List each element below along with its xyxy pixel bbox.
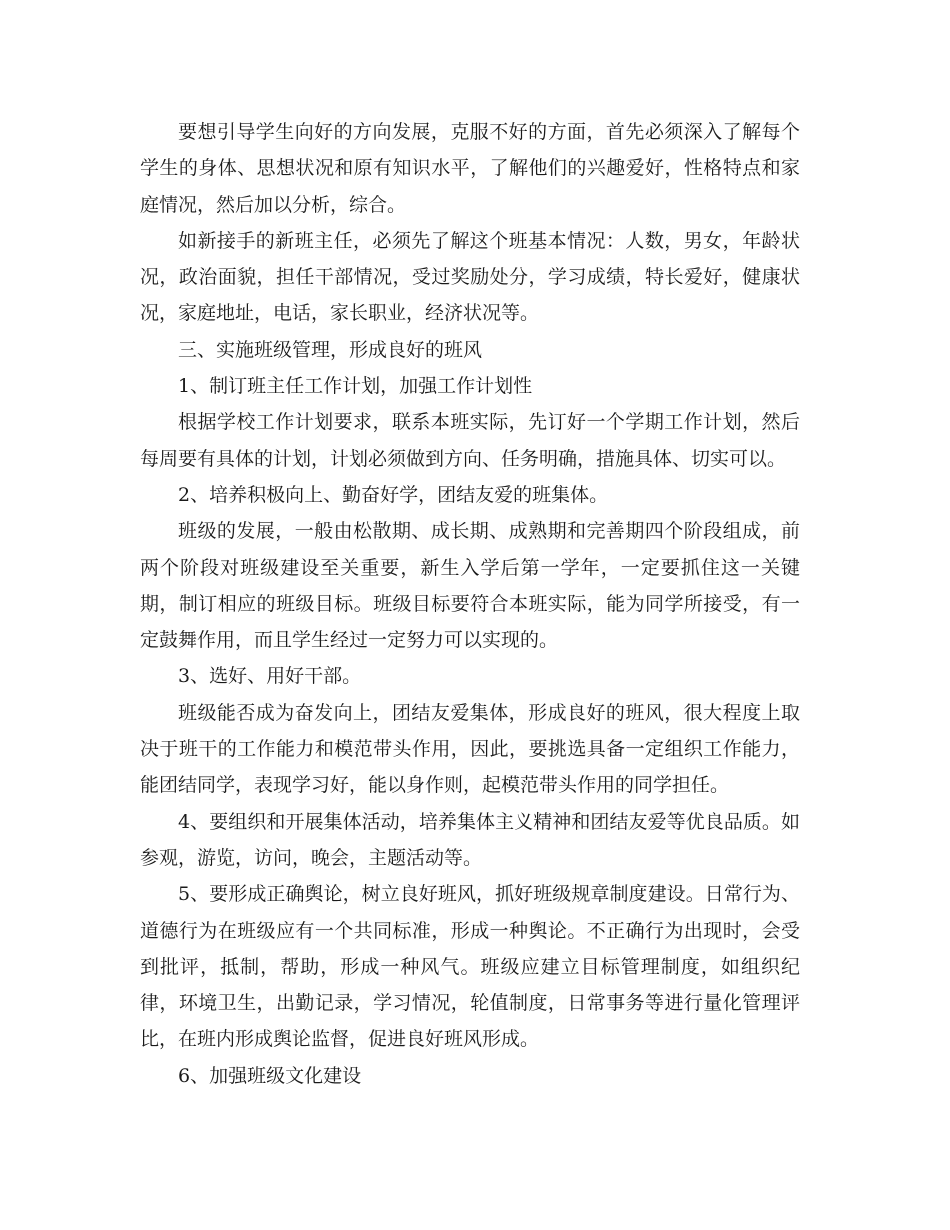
paragraph-new-class-teacher: 如新接手的新班主任，必须先了解这个班基本情况：人数，男女，年龄状况，政治面貌，担任干部情况，受过奖励处分，学习成绩，特长爱好，健康状况，家庭地址，电话，家长职业，经济状况等。 (140, 229, 800, 325)
subheading-class-culture: 6、加强班级文化建设 (178, 1064, 362, 1087)
document-body (140, 114, 800, 1094)
subheading-class-collective: 2、培养积极向上、勤奋好学，团结友爱的班集体。 (178, 483, 609, 506)
section-heading-class-management: 三、实施班级管理，形成良好的班风 (178, 338, 483, 361)
paragraph-select-cadres: 班级能否成为奋发向上，团结友爱集体，形成良好的班风，很大程度上取决于班干的工作能力和模范带头作用，因此，要挑选具备一定组织工作能力，能团结同学，表现学习好，能以身作则，起模范带头作用的同学担任。 (140, 701, 800, 797)
paragraph-public-opinion: 5、要形成正确舆论，树立良好班风，抓好班级规章制度建设。日常行为、道德行为在班级应有一个共同标准，形成一种舆论。不正确行为出现时，会受到批评，抵制，帮助，形成一种风气。班级应建立目标管理制度，如组织纪律，环境卫生，出勤记录，学习情况，轮值制度，日常事务等进行量化管理评比，在班内形成舆论监督，促进良好班风形成。 (140, 883, 800, 1051)
subheading-select-cadres: 3、选好、用好干部。 (178, 665, 362, 688)
paragraph-understand-students: 要想引导学生向好的方向发展，克服不好的方面，首先必须深入了解每个学生的身体、思想状况和原有知识水平，了解他们的兴趣爱好，性格特点和家庭情况，然后加以分析，综合。 (140, 121, 800, 216)
paragraph-collective-activities: 4、要组织和开展集体活动，培养集体主义精神和团结友爱等优良品质。如参观，游览，访问，晚会，主题活动等。 (140, 810, 800, 869)
paragraph-work-plan: 根据学校工作计划要求，联系本班实际，先订好一个学期工作计划，然后每周要有具体的计划，计划必须做到方向、任务明确，措施具体、切实可以。 (140, 411, 800, 470)
subheading-work-plan: 1、制订班主任工作计划，加强工作计划性 (178, 375, 533, 398)
paragraph-class-development: 班级的发展，一般由松散期、成长期、成熟期和完善期四个阶段组成，前两个阶段对班级建设至关重要，新生入学后第一学年，一定要抓住这一关键期，制订相应的班级目标。班级目标要符合本班实际，能为同学所接受，有一定鼓舞作用，而且学生经过一定努力可以实现的。 (140, 520, 800, 652)
